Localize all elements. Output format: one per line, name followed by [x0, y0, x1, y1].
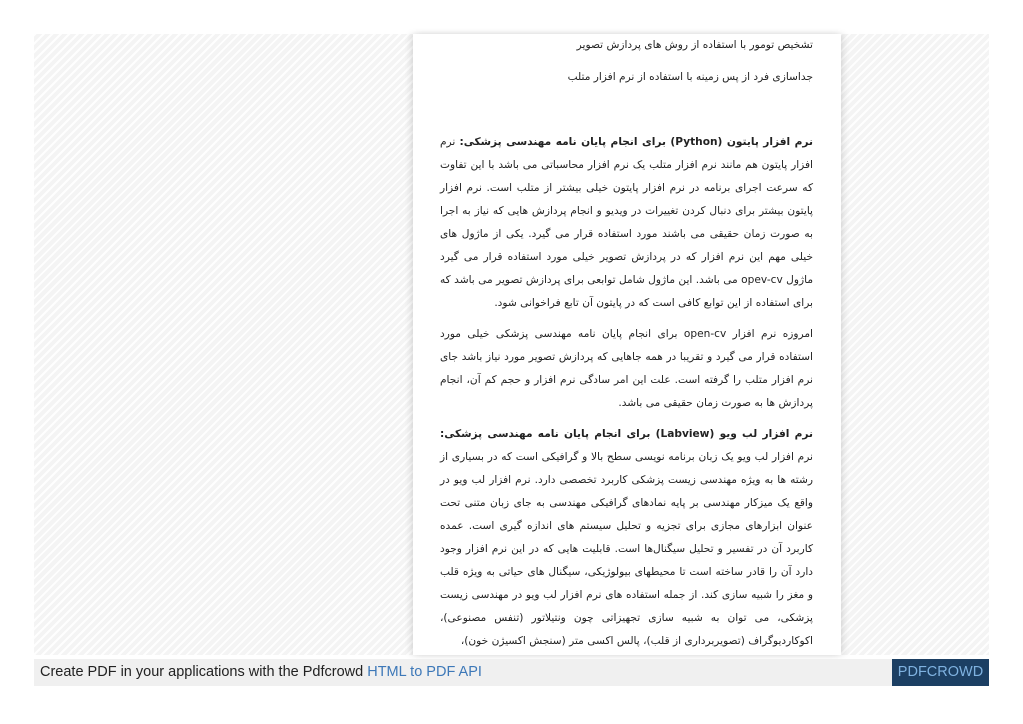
- line-tumor-detection: تشخیص تومور با استفاده از روش های پردازش تصویر: [576, 39, 813, 51]
- footer-prefix: Create PDF in your applications with the Pdfcrowd: [40, 664, 368, 680]
- paragraph-python: [440, 131, 813, 315]
- footer-text: [40, 664, 482, 680]
- paragraph-opencv-body: امروزه نرم افزار open-cv برای انجام پایان نامه مهندسی پزشکی خیلی مورد استفاده قرار می گیرد و تقریبا در همه جاهایی که پردازش تصویر مورد نیاز باشد جای نرم افزار متلب را گرفته است. علت این امر سادگی نرم افزار و حجم کم آن، انجام پردازش ها به صورت زمان حقیقی می باشد.: [440, 328, 813, 409]
- paragraph-labview-heading: نرم افزار لب ویو (Labview) برای انجام پایان نامه مهندسی پزشکی:: [440, 428, 813, 440]
- paragraph-labview-body: نرم افزار لب ویو یک زبان برنامه نویسی سطح بالا و گرافیکی است که در بسیاری از رشته ها به ویژه مهندسی زیست پزشکی کاربرد تخصصی دارد. نرم افزار لب ویو در واقع یک میزکار مهندسی بر پایه نمادهای گرافیکی مهندسی به جای زبان متنی تحت عنوان ابزارهای مجازی برای تجزیه و تحلیل سیستم های اندازه گیری است. عمده کاربرد آن در تفسیر و تحلیل سیگنال‌ها است. قابلیت هایی که در این نرم افزار وجود دارد آن را قادر ساخته است تا محیطهای بیولوژیکی، سیگنال های حیاتی به ویژه قلب و مغز را شبیه سازی کند. از جمله استفاده های نرم افزار لب ویو در مهندسی زیست پزشکی، می توان به شبیه سازی تجهیزاتی چون ونتیلاتور (تنفس مصنوعی)، اکوکاردیوگراف (تصویربرداری از قلب)، پالس اکسی متر (سنجش اکسیژن خون)،: [440, 451, 813, 647]
- pdfcrowd-logo-button[interactable]: PDFCROWD: [892, 659, 989, 686]
- html-to-pdf-api-link[interactable]: HTML to PDF API: [367, 664, 482, 680]
- pdfcrowd-footer: [34, 659, 989, 686]
- document-page: [413, 34, 841, 655]
- line-background-separation: جداسازی فرد از پس زمینه با استفاده از نرم افزار متلب: [567, 71, 813, 83]
- paragraph-labview: [440, 423, 813, 653]
- paragraph-opencv: [440, 323, 813, 415]
- paragraph-python-heading: نرم افزار پایتون (Python) برای انجام پایان نامه مهندسی پزشکی:: [459, 136, 813, 148]
- paragraph-python-body: نرم افزار پایتون هم مانند نرم افزار متلب یک نرم افزار محاسباتی می باشد با این تفاوت که سرعت اجرای برنامه در نرم افزار پایتون خیلی بیشتر از متلب است. نرم افزار پایتون بیشتر برای دنبال کردن تغییرات در ویدیو و انجام پردازش هایی که نیاز به اجرا به صورت زمان حقیقی می باشند مورد استفاده قرار می گیرد. یکی از ماژول های خیلی مهم این نرم افزار که در پردازش تصویر خیلی مورد استفاده قرار می گیرد ماژول opev-cv می باشد. این ماژول شامل توابعی برای پردازش تصویر می باشد که برای استفاده از این توابع کافی است که در پایتون آن تابع فراخوانی شود.: [440, 136, 813, 309]
